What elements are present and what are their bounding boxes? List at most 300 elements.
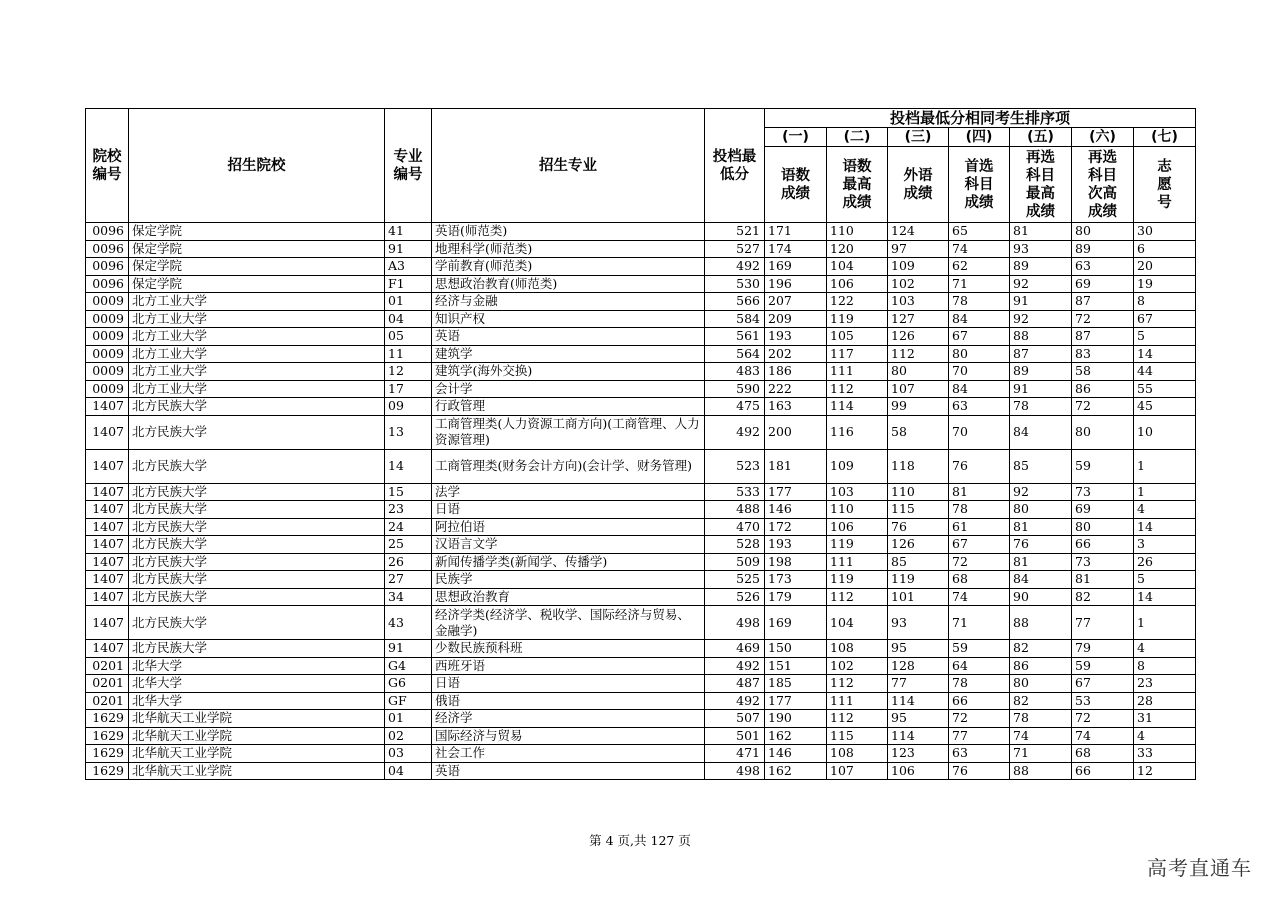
cell-major-code: 03 <box>385 745 432 763</box>
cell-sort-6: 79 <box>1072 640 1134 658</box>
cell-sort-3: 80 <box>888 363 949 381</box>
cell-min-score: 509 <box>705 553 765 571</box>
cell-sort-6: 53 <box>1072 692 1134 710</box>
cell-sort-1: 172 <box>765 518 827 536</box>
cell-sort-3: 109 <box>888 258 949 276</box>
cell-sort-6: 67 <box>1072 675 1134 693</box>
cell-sort-5: 88 <box>1010 762 1072 780</box>
cell-sort-2: 104 <box>827 258 888 276</box>
cell-sort-4: 65 <box>949 223 1010 241</box>
cell-major-name: 民族学 <box>432 571 705 589</box>
cell-min-score: 590 <box>705 380 765 398</box>
sort-name-1: 语数成绩 <box>765 147 827 223</box>
cell-sort-3: 99 <box>888 398 949 416</box>
cell-sort-2: 112 <box>827 675 888 693</box>
cell-school-code: 1407 <box>86 483 129 501</box>
cell-school-code: 0009 <box>86 310 129 328</box>
cell-sort-3: 124 <box>888 223 949 241</box>
cell-major-code: 04 <box>385 762 432 780</box>
cell-major-name: 日语 <box>432 501 705 519</box>
cell-min-score: 584 <box>705 310 765 328</box>
cell-sort-7: 8 <box>1134 657 1196 675</box>
page-number: 第 4 页,共 127 页 <box>589 833 691 848</box>
cell-min-score: 469 <box>705 640 765 658</box>
cell-school-code: 0201 <box>86 692 129 710</box>
cell-school-name: 北华航天工业学院 <box>129 745 385 763</box>
cell-major-code: 15 <box>385 483 432 501</box>
cell-sort-4: 80 <box>949 345 1010 363</box>
cell-sort-5: 91 <box>1010 293 1072 311</box>
cell-major-name: 英语 <box>432 328 705 346</box>
table-row <box>86 380 1196 398</box>
cell-sort-6: 69 <box>1072 501 1134 519</box>
cell-major-code: A3 <box>385 258 432 276</box>
sort-num-3: (三) <box>888 128 949 147</box>
cell-sort-3: 101 <box>888 588 949 606</box>
cell-school-code: 1629 <box>86 727 129 745</box>
table-row <box>86 606 1196 640</box>
cell-sort-6: 72 <box>1072 310 1134 328</box>
cell-sort-4: 61 <box>949 518 1010 536</box>
cell-major-code: 11 <box>385 345 432 363</box>
cell-major-name: 行政管理 <box>432 398 705 416</box>
cell-sort-4: 78 <box>949 501 1010 519</box>
cell-school-name: 保定学院 <box>129 223 385 241</box>
cell-major-name: 社会工作 <box>432 745 705 763</box>
cell-sort-3: 119 <box>888 571 949 589</box>
cell-sort-3: 97 <box>888 240 949 258</box>
cell-sort-2: 110 <box>827 223 888 241</box>
table-row <box>86 640 1196 658</box>
cell-sort-6: 87 <box>1072 328 1134 346</box>
cell-sort-4: 72 <box>949 553 1010 571</box>
sort-name-4: 首选科目成绩 <box>949 147 1010 223</box>
table-row <box>86 363 1196 381</box>
cell-sort-5: 90 <box>1010 588 1072 606</box>
cell-major-name: 知识产权 <box>432 310 705 328</box>
cell-school-name: 北方工业大学 <box>129 345 385 363</box>
sort-num-1: (一) <box>765 128 827 147</box>
cell-min-score: 492 <box>705 415 765 449</box>
cell-major-name: 经济学类(经济学、税收学、国际经济与贸易、金融学) <box>432 606 705 640</box>
cell-sort-1: 146 <box>765 501 827 519</box>
cell-sort-2: 109 <box>827 449 888 483</box>
admission-score-table <box>85 108 1196 780</box>
cell-sort-5: 89 <box>1010 363 1072 381</box>
cell-sort-3: 126 <box>888 328 949 346</box>
cell-school-code: 1407 <box>86 449 129 483</box>
cell-min-score: 530 <box>705 275 765 293</box>
table-row <box>86 240 1196 258</box>
cell-sort-6: 83 <box>1072 345 1134 363</box>
cell-school-code: 0096 <box>86 223 129 241</box>
cell-major-name: 俄语 <box>432 692 705 710</box>
cell-min-score: 528 <box>705 536 765 554</box>
cell-sort-5: 92 <box>1010 275 1072 293</box>
cell-sort-3: 95 <box>888 640 949 658</box>
cell-major-name: 法学 <box>432 483 705 501</box>
cell-sort-2: 107 <box>827 762 888 780</box>
cell-sort-5: 86 <box>1010 657 1072 675</box>
cell-min-score: 488 <box>705 501 765 519</box>
cell-min-score: 501 <box>705 727 765 745</box>
cell-major-name: 英语 <box>432 762 705 780</box>
cell-sort-4: 66 <box>949 692 1010 710</box>
cell-sort-2: 103 <box>827 483 888 501</box>
cell-major-code: 02 <box>385 727 432 745</box>
cell-school-name: 北方民族大学 <box>129 606 385 640</box>
cell-major-name: 工商管理类(人力资源工商方向)(工商管理、人力资源管理) <box>432 415 705 449</box>
cell-sort-4: 63 <box>949 398 1010 416</box>
cell-sort-7: 4 <box>1134 640 1196 658</box>
col-header-major-name: 招生专业 <box>432 109 705 223</box>
cell-major-name: 思想政治教育(师范类) <box>432 275 705 293</box>
cell-school-name: 北方工业大学 <box>129 293 385 311</box>
cell-school-code: 1407 <box>86 398 129 416</box>
cell-sort-1: 163 <box>765 398 827 416</box>
cell-major-code: 23 <box>385 501 432 519</box>
cell-sort-2: 108 <box>827 640 888 658</box>
table-row <box>86 345 1196 363</box>
cell-sort-1: 171 <box>765 223 827 241</box>
cell-sort-2: 102 <box>827 657 888 675</box>
cell-sort-1: 190 <box>765 710 827 728</box>
cell-sort-5: 74 <box>1010 727 1072 745</box>
cell-sort-7: 19 <box>1134 275 1196 293</box>
cell-school-name: 北方工业大学 <box>129 363 385 381</box>
cell-major-name: 英语(师范类) <box>432 223 705 241</box>
table-row <box>86 553 1196 571</box>
cell-school-code: 1407 <box>86 640 129 658</box>
cell-min-score: 487 <box>705 675 765 693</box>
cell-sort-4: 67 <box>949 328 1010 346</box>
cell-school-code: 0201 <box>86 675 129 693</box>
cell-sort-1: 207 <box>765 293 827 311</box>
cell-sort-2: 112 <box>827 710 888 728</box>
cell-sort-5: 92 <box>1010 483 1072 501</box>
cell-school-code: 1407 <box>86 571 129 589</box>
cell-sort-6: 69 <box>1072 275 1134 293</box>
table-row <box>86 571 1196 589</box>
cell-min-score: 498 <box>705 606 765 640</box>
cell-major-code: 01 <box>385 293 432 311</box>
cell-major-code: 34 <box>385 588 432 606</box>
cell-min-score: 492 <box>705 657 765 675</box>
cell-sort-4: 78 <box>949 675 1010 693</box>
cell-min-score: 533 <box>705 483 765 501</box>
cell-school-name: 北方民族大学 <box>129 571 385 589</box>
cell-sort-3: 115 <box>888 501 949 519</box>
cell-major-code: 25 <box>385 536 432 554</box>
cell-sort-3: 103 <box>888 293 949 311</box>
cell-sort-2: 112 <box>827 588 888 606</box>
cell-sort-1: 173 <box>765 571 827 589</box>
cell-sort-3: 76 <box>888 518 949 536</box>
cell-major-name: 地理科学(师范类) <box>432 240 705 258</box>
cell-sort-2: 108 <box>827 745 888 763</box>
cell-sort-1: 185 <box>765 675 827 693</box>
cell-sort-2: 110 <box>827 501 888 519</box>
cell-school-name: 北华航天工业学院 <box>129 727 385 745</box>
cell-sort-6: 77 <box>1072 606 1134 640</box>
cell-min-score: 492 <box>705 692 765 710</box>
table-row <box>86 657 1196 675</box>
cell-sort-1: 169 <box>765 258 827 276</box>
cell-school-code: 0009 <box>86 345 129 363</box>
cell-sort-7: 14 <box>1134 588 1196 606</box>
cell-sort-1: 162 <box>765 762 827 780</box>
cell-sort-4: 71 <box>949 275 1010 293</box>
cell-school-name: 北方民族大学 <box>129 536 385 554</box>
cell-school-code: 1407 <box>86 501 129 519</box>
table-row <box>86 258 1196 276</box>
cell-sort-7: 8 <box>1134 293 1196 311</box>
cell-sort-6: 59 <box>1072 657 1134 675</box>
cell-school-code: 1629 <box>86 710 129 728</box>
cell-school-name: 北方民族大学 <box>129 553 385 571</box>
cell-sort-7: 14 <box>1134 345 1196 363</box>
cell-sort-4: 74 <box>949 588 1010 606</box>
cell-sort-1: 193 <box>765 536 827 554</box>
cell-school-name: 北方民族大学 <box>129 588 385 606</box>
table-row <box>86 328 1196 346</box>
cell-major-code: 01 <box>385 710 432 728</box>
cell-sort-6: 80 <box>1072 415 1134 449</box>
table-row <box>86 518 1196 536</box>
table-row <box>86 223 1196 241</box>
cell-school-code: 0009 <box>86 328 129 346</box>
sort-num-5: (五) <box>1010 128 1072 147</box>
cell-min-score: 566 <box>705 293 765 311</box>
cell-major-code: 91 <box>385 240 432 258</box>
cell-sort-1: 150 <box>765 640 827 658</box>
sort-name-2: 语数最高成绩 <box>827 147 888 223</box>
cell-major-code: 43 <box>385 606 432 640</box>
cell-sort-5: 82 <box>1010 692 1072 710</box>
cell-sort-1: 151 <box>765 657 827 675</box>
cell-sort-3: 93 <box>888 606 949 640</box>
cell-school-name: 北方民族大学 <box>129 449 385 483</box>
cell-major-code: 05 <box>385 328 432 346</box>
cell-major-code: G6 <box>385 675 432 693</box>
cell-sort-4: 68 <box>949 571 1010 589</box>
cell-major-name: 学前教育(师范类) <box>432 258 705 276</box>
cell-sort-3: 107 <box>888 380 949 398</box>
cell-sort-3: 106 <box>888 762 949 780</box>
cell-sort-1: 169 <box>765 606 827 640</box>
cell-sort-6: 86 <box>1072 380 1134 398</box>
cell-min-score: 525 <box>705 571 765 589</box>
cell-school-code: 1407 <box>86 536 129 554</box>
table-row <box>86 501 1196 519</box>
cell-major-code: G4 <box>385 657 432 675</box>
cell-school-code: 1407 <box>86 553 129 571</box>
sort-num-7: (七) <box>1134 128 1196 147</box>
cell-sort-5: 89 <box>1010 258 1072 276</box>
cell-sort-5: 85 <box>1010 449 1072 483</box>
cell-sort-6: 63 <box>1072 258 1134 276</box>
table-row <box>86 275 1196 293</box>
col-header-school-name: 招生院校 <box>129 109 385 223</box>
cell-sort-2: 106 <box>827 518 888 536</box>
cell-sort-7: 1 <box>1134 483 1196 501</box>
cell-major-code: 24 <box>385 518 432 536</box>
cell-sort-2: 106 <box>827 275 888 293</box>
cell-sort-3: 112 <box>888 345 949 363</box>
cell-sort-7: 4 <box>1134 501 1196 519</box>
cell-major-name: 日语 <box>432 675 705 693</box>
cell-sort-5: 81 <box>1010 553 1072 571</box>
cell-sort-6: 89 <box>1072 240 1134 258</box>
cell-school-code: 1407 <box>86 518 129 536</box>
table-row <box>86 398 1196 416</box>
cell-sort-7: 5 <box>1134 328 1196 346</box>
cell-sort-4: 81 <box>949 483 1010 501</box>
cell-sort-7: 6 <box>1134 240 1196 258</box>
cell-sort-5: 76 <box>1010 536 1072 554</box>
sort-num-2: (二) <box>827 128 888 147</box>
cell-school-name: 北方工业大学 <box>129 328 385 346</box>
cell-sort-6: 80 <box>1072 223 1134 241</box>
cell-sort-5: 78 <box>1010 398 1072 416</box>
table-row <box>86 727 1196 745</box>
cell-sort-1: 222 <box>765 380 827 398</box>
cell-school-name: 北方民族大学 <box>129 398 385 416</box>
cell-sort-3: 114 <box>888 692 949 710</box>
cell-sort-2: 112 <box>827 380 888 398</box>
table-row <box>86 762 1196 780</box>
cell-sort-7: 5 <box>1134 571 1196 589</box>
cell-min-score: 492 <box>705 258 765 276</box>
col-header-school-code: 院校编号 <box>86 109 129 223</box>
col-header-sort-group: 投档最低分相同考生排序项 <box>765 109 1196 128</box>
cell-school-code: 1629 <box>86 745 129 763</box>
table-row <box>86 483 1196 501</box>
cell-sort-7: 30 <box>1134 223 1196 241</box>
table-row <box>86 745 1196 763</box>
table-row <box>86 588 1196 606</box>
cell-sort-1: 196 <box>765 275 827 293</box>
cell-sort-6: 68 <box>1072 745 1134 763</box>
sort-name-5: 再选科目最高成绩 <box>1010 147 1072 223</box>
cell-major-name: 会计学 <box>432 380 705 398</box>
cell-major-code: GF <box>385 692 432 710</box>
cell-sort-5: 84 <box>1010 571 1072 589</box>
cell-sort-7: 55 <box>1134 380 1196 398</box>
table-header <box>86 109 1196 223</box>
cell-sort-5: 82 <box>1010 640 1072 658</box>
sort-name-3: 外语成绩 <box>888 147 949 223</box>
cell-major-name: 思想政治教育 <box>432 588 705 606</box>
cell-school-name: 北方工业大学 <box>129 310 385 328</box>
cell-sort-2: 122 <box>827 293 888 311</box>
table-body <box>86 223 1196 780</box>
cell-sort-6: 81 <box>1072 571 1134 589</box>
cell-school-name: 北华航天工业学院 <box>129 762 385 780</box>
cell-major-code: 13 <box>385 415 432 449</box>
cell-sort-6: 66 <box>1072 762 1134 780</box>
cell-sort-5: 93 <box>1010 240 1072 258</box>
cell-sort-6: 73 <box>1072 553 1134 571</box>
admission-table-container <box>85 108 1195 780</box>
cell-sort-5: 71 <box>1010 745 1072 763</box>
cell-sort-4: 62 <box>949 258 1010 276</box>
cell-sort-7: 45 <box>1134 398 1196 416</box>
table-row <box>86 692 1196 710</box>
cell-sort-7: 3 <box>1134 536 1196 554</box>
cell-sort-2: 116 <box>827 415 888 449</box>
cell-sort-3: 114 <box>888 727 949 745</box>
cell-major-name: 经济学 <box>432 710 705 728</box>
cell-sort-1: 186 <box>765 363 827 381</box>
cell-major-code: 14 <box>385 449 432 483</box>
table-row <box>86 449 1196 483</box>
cell-sort-7: 14 <box>1134 518 1196 536</box>
cell-sort-2: 105 <box>827 328 888 346</box>
cell-sort-7: 44 <box>1134 363 1196 381</box>
cell-major-code: 09 <box>385 398 432 416</box>
cell-sort-5: 78 <box>1010 710 1072 728</box>
cell-sort-3: 77 <box>888 675 949 693</box>
cell-sort-7: 33 <box>1134 745 1196 763</box>
cell-major-code: 27 <box>385 571 432 589</box>
cell-sort-4: 84 <box>949 380 1010 398</box>
cell-sort-4: 70 <box>949 415 1010 449</box>
cell-major-name: 阿拉伯语 <box>432 518 705 536</box>
cell-major-name: 少数民族预科班 <box>432 640 705 658</box>
cell-school-name: 北方民族大学 <box>129 415 385 449</box>
cell-sort-6: 58 <box>1072 363 1134 381</box>
cell-school-name: 北华航天工业学院 <box>129 710 385 728</box>
cell-sort-2: 111 <box>827 363 888 381</box>
sort-num-6: (六) <box>1072 128 1134 147</box>
cell-school-name: 北方民族大学 <box>129 640 385 658</box>
cell-school-code: 0009 <box>86 363 129 381</box>
cell-sort-4: 59 <box>949 640 1010 658</box>
sort-name-7: 志愿号 <box>1134 147 1196 223</box>
cell-sort-5: 80 <box>1010 501 1072 519</box>
cell-major-name: 经济与金融 <box>432 293 705 311</box>
cell-school-name: 北华大学 <box>129 657 385 675</box>
table-row <box>86 293 1196 311</box>
table-row <box>86 675 1196 693</box>
cell-major-code: 26 <box>385 553 432 571</box>
cell-sort-7: 20 <box>1134 258 1196 276</box>
cell-sort-7: 1 <box>1134 606 1196 640</box>
cell-sort-6: 72 <box>1072 398 1134 416</box>
cell-sort-2: 119 <box>827 310 888 328</box>
cell-sort-1: 162 <box>765 727 827 745</box>
cell-sort-1: 181 <box>765 449 827 483</box>
cell-school-code: 0096 <box>86 258 129 276</box>
cell-min-score: 475 <box>705 398 765 416</box>
cell-sort-2: 119 <box>827 536 888 554</box>
cell-major-name: 建筑学(海外交换) <box>432 363 705 381</box>
cell-school-code: 0096 <box>86 240 129 258</box>
cell-sort-3: 128 <box>888 657 949 675</box>
cell-sort-3: 102 <box>888 275 949 293</box>
cell-sort-1: 146 <box>765 745 827 763</box>
cell-sort-1: 209 <box>765 310 827 328</box>
cell-sort-5: 81 <box>1010 518 1072 536</box>
cell-sort-5: 80 <box>1010 675 1072 693</box>
cell-min-score: 507 <box>705 710 765 728</box>
cell-sort-1: 174 <box>765 240 827 258</box>
cell-sort-1: 177 <box>765 483 827 501</box>
cell-sort-7: 31 <box>1134 710 1196 728</box>
cell-school-name: 北方民族大学 <box>129 483 385 501</box>
cell-min-score: 561 <box>705 328 765 346</box>
